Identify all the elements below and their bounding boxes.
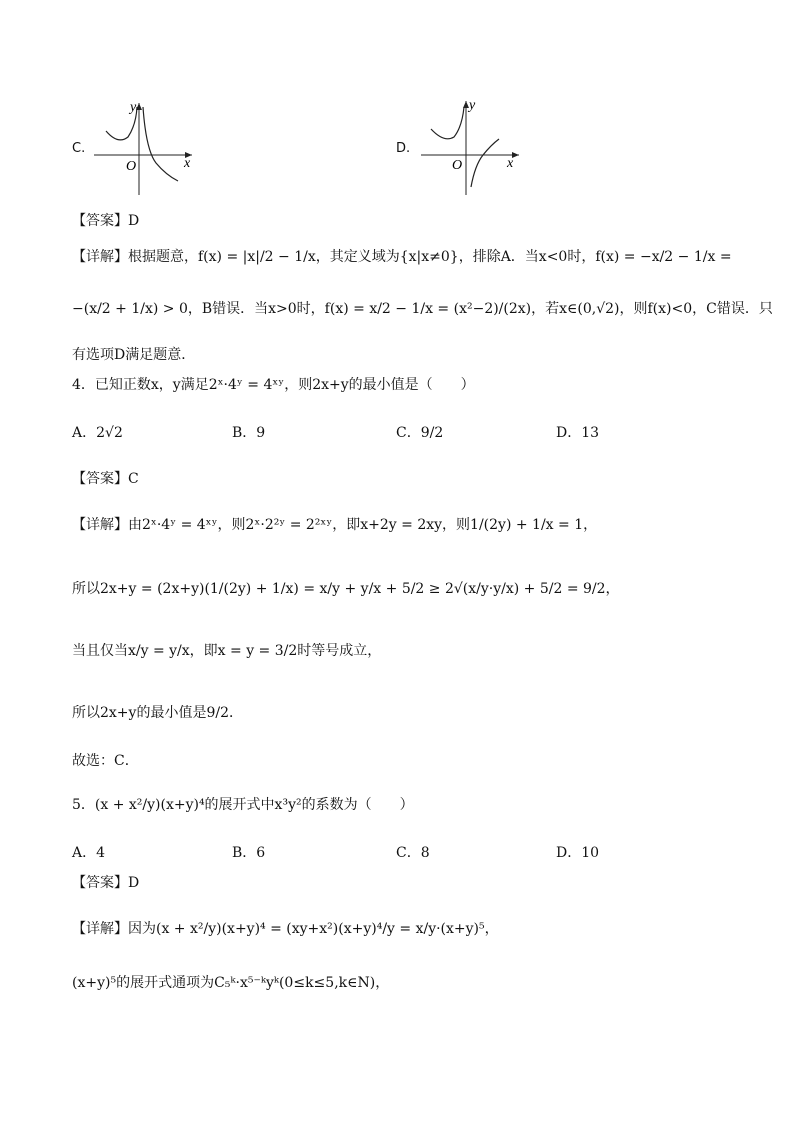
q4-option-d: D．13: [556, 425, 600, 441]
q5-option-d: D．10: [556, 845, 600, 861]
q4-detail-line-4: 所以2x+y的最小值是9/2．: [72, 705, 243, 721]
graph-c-x-label: x: [184, 156, 191, 171]
q5-detail-line-2: (x+y)⁵的展开式通项为C₅ᵏ·x⁵⁻ᵏyᵏ(0≤k≤5,k∈N)，: [72, 975, 390, 991]
q3-detail-line-1: 【详解】根据题意，f(x) = |x|/2 − 1/x，其定义域为{x|x≠0}，排除A．当x<0时，f(x) = −x/2 − 1/x =: [72, 249, 732, 265]
q5-detail-line-1: 【详解】因为(x + x²/y)(x+y)⁴ = (xy+x²)(x+y)⁴/y = x/y·(x+y)⁵，: [72, 921, 499, 937]
q4-option-a: A．2√2: [72, 425, 123, 441]
graph-d-origin-label: O: [452, 158, 463, 173]
q4-detail-line-1: 【详解】由2ˣ·4ʸ = 4ˣʸ，则2ˣ·2²ʸ = 2²ˣʸ，即x+2y = 2xy，则1/(2y) + 1/x = 1，: [72, 517, 598, 533]
q3-detail-line-2: −(x/2 + 1/x) > 0，B错误．当x>0时，f(x) = x/2 − 1/x = (x²−2)/(2x)，若x∈(0,√2)，则f(x)<0，C错误．只: [72, 301, 773, 317]
q5-option-c: C．8: [396, 845, 430, 861]
q3-detail-line-3: 有选项D满足题意．: [72, 347, 196, 363]
q4-detail-line-2: 所以2x+y = (2x+y)(1/(2y) + 1/x) = x/y + y/x + 5/2 ≥ 2√(x/y·y/x) + 5/2 = 9/2，: [72, 581, 620, 597]
option-c-graph: [90, 95, 200, 200]
q5-option-a: A．4: [72, 845, 106, 861]
graph-d-y-label: y: [469, 98, 476, 113]
q5-stem: 5．(x + x²/y)(x+y)⁴的展开式中x³y²的系数为（ ）: [72, 797, 414, 813]
q4-answer: 【答案】C: [72, 471, 139, 487]
option-d-label: D.: [396, 141, 411, 156]
q4-conclusion: 故选：C．: [72, 753, 139, 769]
graph-c-origin-label: O: [126, 159, 137, 174]
q4-option-b: B．9: [232, 425, 266, 441]
graph-c-y-label: y: [130, 100, 137, 115]
option-c-label: C.: [72, 141, 86, 156]
q5-option-b: B．6: [232, 845, 266, 861]
q4-detail-line-3: 当且仅当x/y = y/x，即x = y = 3/2时等号成立，: [72, 643, 382, 659]
q4-option-c: C．9/2: [396, 425, 444, 441]
option-d-graph: [417, 95, 527, 200]
graph-d-x-label: x: [507, 156, 514, 171]
q5-answer: 【答案】D: [72, 875, 140, 891]
q4-stem: 4．已知正数x，y满足2ˣ·4ʸ = 4ˣʸ，则2x+y的最小值是（ ）: [72, 377, 475, 393]
q3-answer: 【答案】D: [72, 213, 140, 229]
